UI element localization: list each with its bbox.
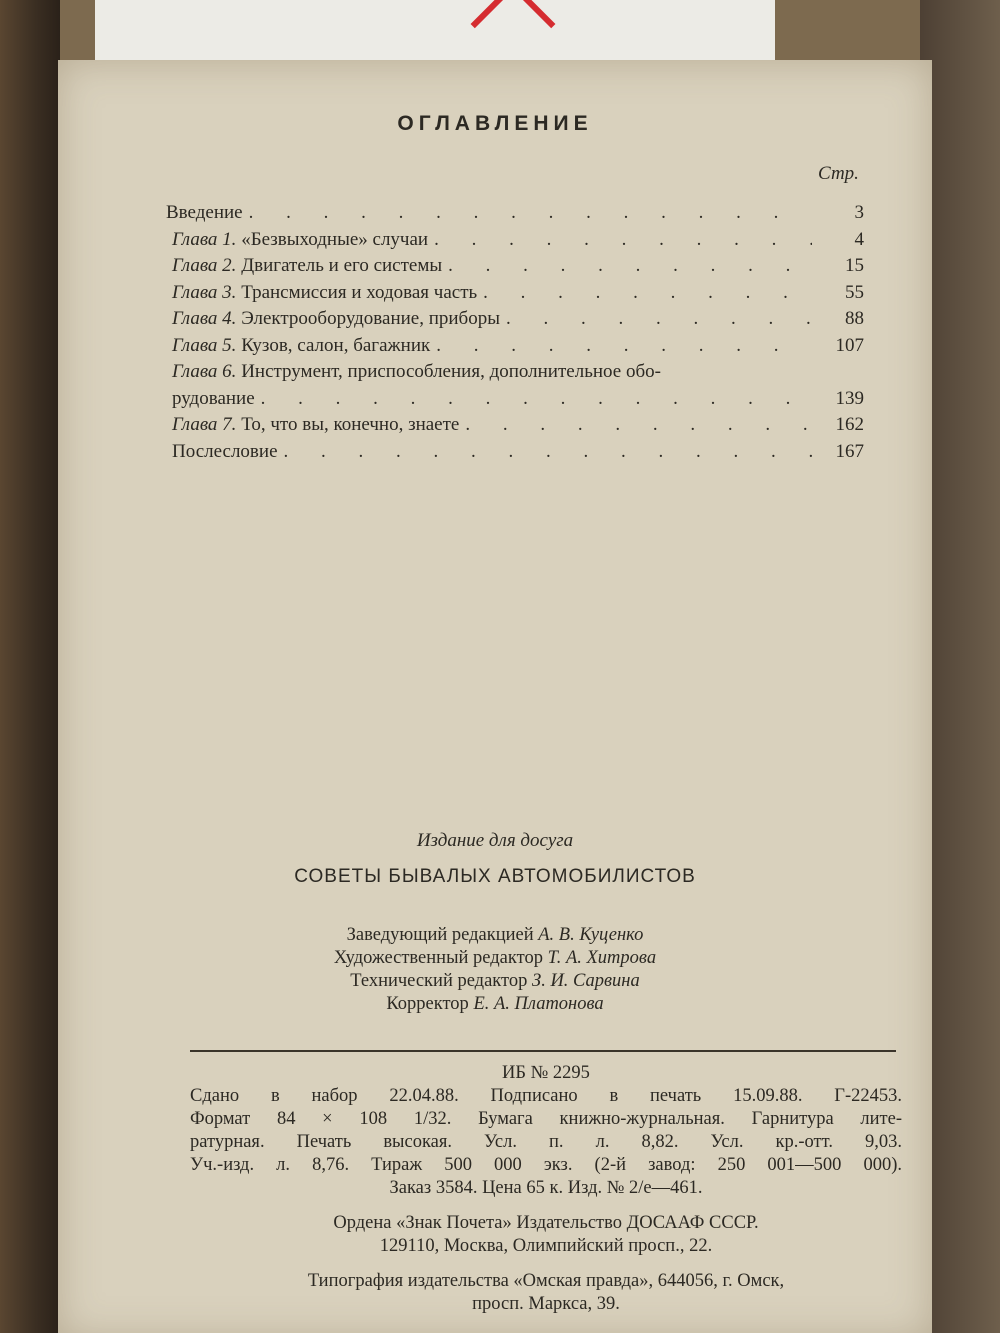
toc-leader-dots (465, 412, 812, 439)
staff-line: Технический редактор З. И. Сарвина (350, 971, 640, 991)
toc-entry (166, 333, 864, 360)
toc-leader-dots (506, 306, 812, 333)
staff-line: Заведующий редакцией А. В. Куценко (346, 925, 644, 945)
toc-entry (166, 359, 864, 386)
publication-details (190, 1062, 902, 1316)
printer-address: просп. Маркса, 39. (472, 1294, 620, 1314)
toc-entry-title: Глава 5. Кузов, салон, багажник (172, 334, 431, 356)
toc-entry-title: Глава 7. То, что вы, конечно, знаете (172, 414, 460, 435)
toc-entry-title: Глава 2. Двигатель и его системы (172, 255, 443, 276)
toc-leader-dots (284, 439, 812, 466)
toc-entry-title: Послесловие (172, 440, 278, 462)
book-page (58, 60, 932, 1333)
red-chevron-mark (471, 0, 556, 66)
toc-entry-page: 3 (854, 202, 864, 223)
toc-leader-dots (249, 200, 812, 227)
pub-line: Заказ 3584. Цена 65 к. Изд. № 2/е—461. (389, 1178, 703, 1198)
page-column-header: Стр. (818, 163, 859, 184)
toc-entry-title: Введение (166, 202, 243, 223)
book-title: СОВЕТЫ БЫВАЛЫХ АВТОМОБИЛИСТОВ (294, 866, 696, 887)
toc-entry (166, 253, 864, 280)
pub-line: Формат 84 × 108 1/32. Бумага книжно-журнальная. Гарнитура лите- (190, 1109, 902, 1129)
table-of-contents (166, 200, 864, 465)
pub-line: ратурная. Печать высокая. Усл. п. л. 8,82. Усл. кр.-отт. 9,03. (190, 1132, 902, 1152)
imprint-block (58, 830, 932, 1016)
toc-entry (166, 227, 864, 254)
pub-line: Сдано в набор 22.04.88. Подписано в печать 15.09.88. Г-22453. (190, 1086, 902, 1106)
printer-line: Типография издательства «Омская правда», 644056, г. Омск, (307, 1271, 785, 1291)
toc-entry (166, 280, 864, 307)
toc-entry-page: 15 (845, 255, 864, 276)
toc-entry (166, 412, 864, 439)
toc-entry-title: Глава 4. Электрооборудование, приборы (172, 308, 500, 329)
toc-entry-page: 162 (835, 414, 864, 435)
toc-entry-title-continued: рудование (172, 387, 255, 409)
edition-subtitle: Издание для досуга (416, 830, 574, 851)
toc-entry-page: 107 (835, 334, 864, 356)
background-surface (920, 0, 1000, 1333)
toc-entry (166, 439, 864, 466)
toc-entry-page: 55 (845, 281, 864, 303)
toc-entry-page: 4 (854, 228, 864, 250)
toc-entry-continuation (166, 386, 864, 413)
pub-line: Уч.-изд. л. 8,76. Тираж 500 000 экз. (2-й завод: 250 001—500 000). (190, 1155, 902, 1175)
toc-leader-dots (483, 280, 812, 307)
toc-leader-dots (261, 386, 812, 413)
ib-number: ИБ № 2295 (502, 1063, 590, 1083)
toc-leader-dots (436, 333, 812, 360)
toc-entry-title: Глава 6. Инструмент, приспособления, дополнительное обо- (172, 361, 661, 382)
book-spine-edge (0, 0, 60, 1333)
toc-entry (166, 200, 864, 227)
editorial-staff (58, 924, 932, 1016)
publisher-line: Ордена «Знак Почета» Издательство ДОСААФ СССР. (333, 1213, 759, 1233)
toc-entry-title: Глава 3. Трансмиссия и ходовая часть (172, 281, 478, 303)
paper-card-behind (95, 0, 775, 60)
staff-line: Корректор Е. А. Платонова (386, 994, 604, 1014)
toc-entry-title: Глава 1. «Безвыходные» случаи (172, 228, 429, 250)
toc-entry-page: 139 (835, 387, 864, 409)
toc-leader-dots (434, 227, 812, 254)
toc-title: ОГЛАВЛЕНИЕ (397, 112, 593, 135)
toc-leader-dots (448, 253, 812, 280)
divider-rule (190, 1050, 896, 1052)
toc-entry-page: 88 (845, 308, 864, 329)
toc-entry (166, 306, 864, 333)
staff-line: Художественный редактор Т. А. Хитрова (333, 948, 657, 968)
publisher-address: 129110, Москва, Олимпийский просп., 22. (379, 1236, 713, 1256)
toc-entry-page: 167 (835, 440, 864, 462)
